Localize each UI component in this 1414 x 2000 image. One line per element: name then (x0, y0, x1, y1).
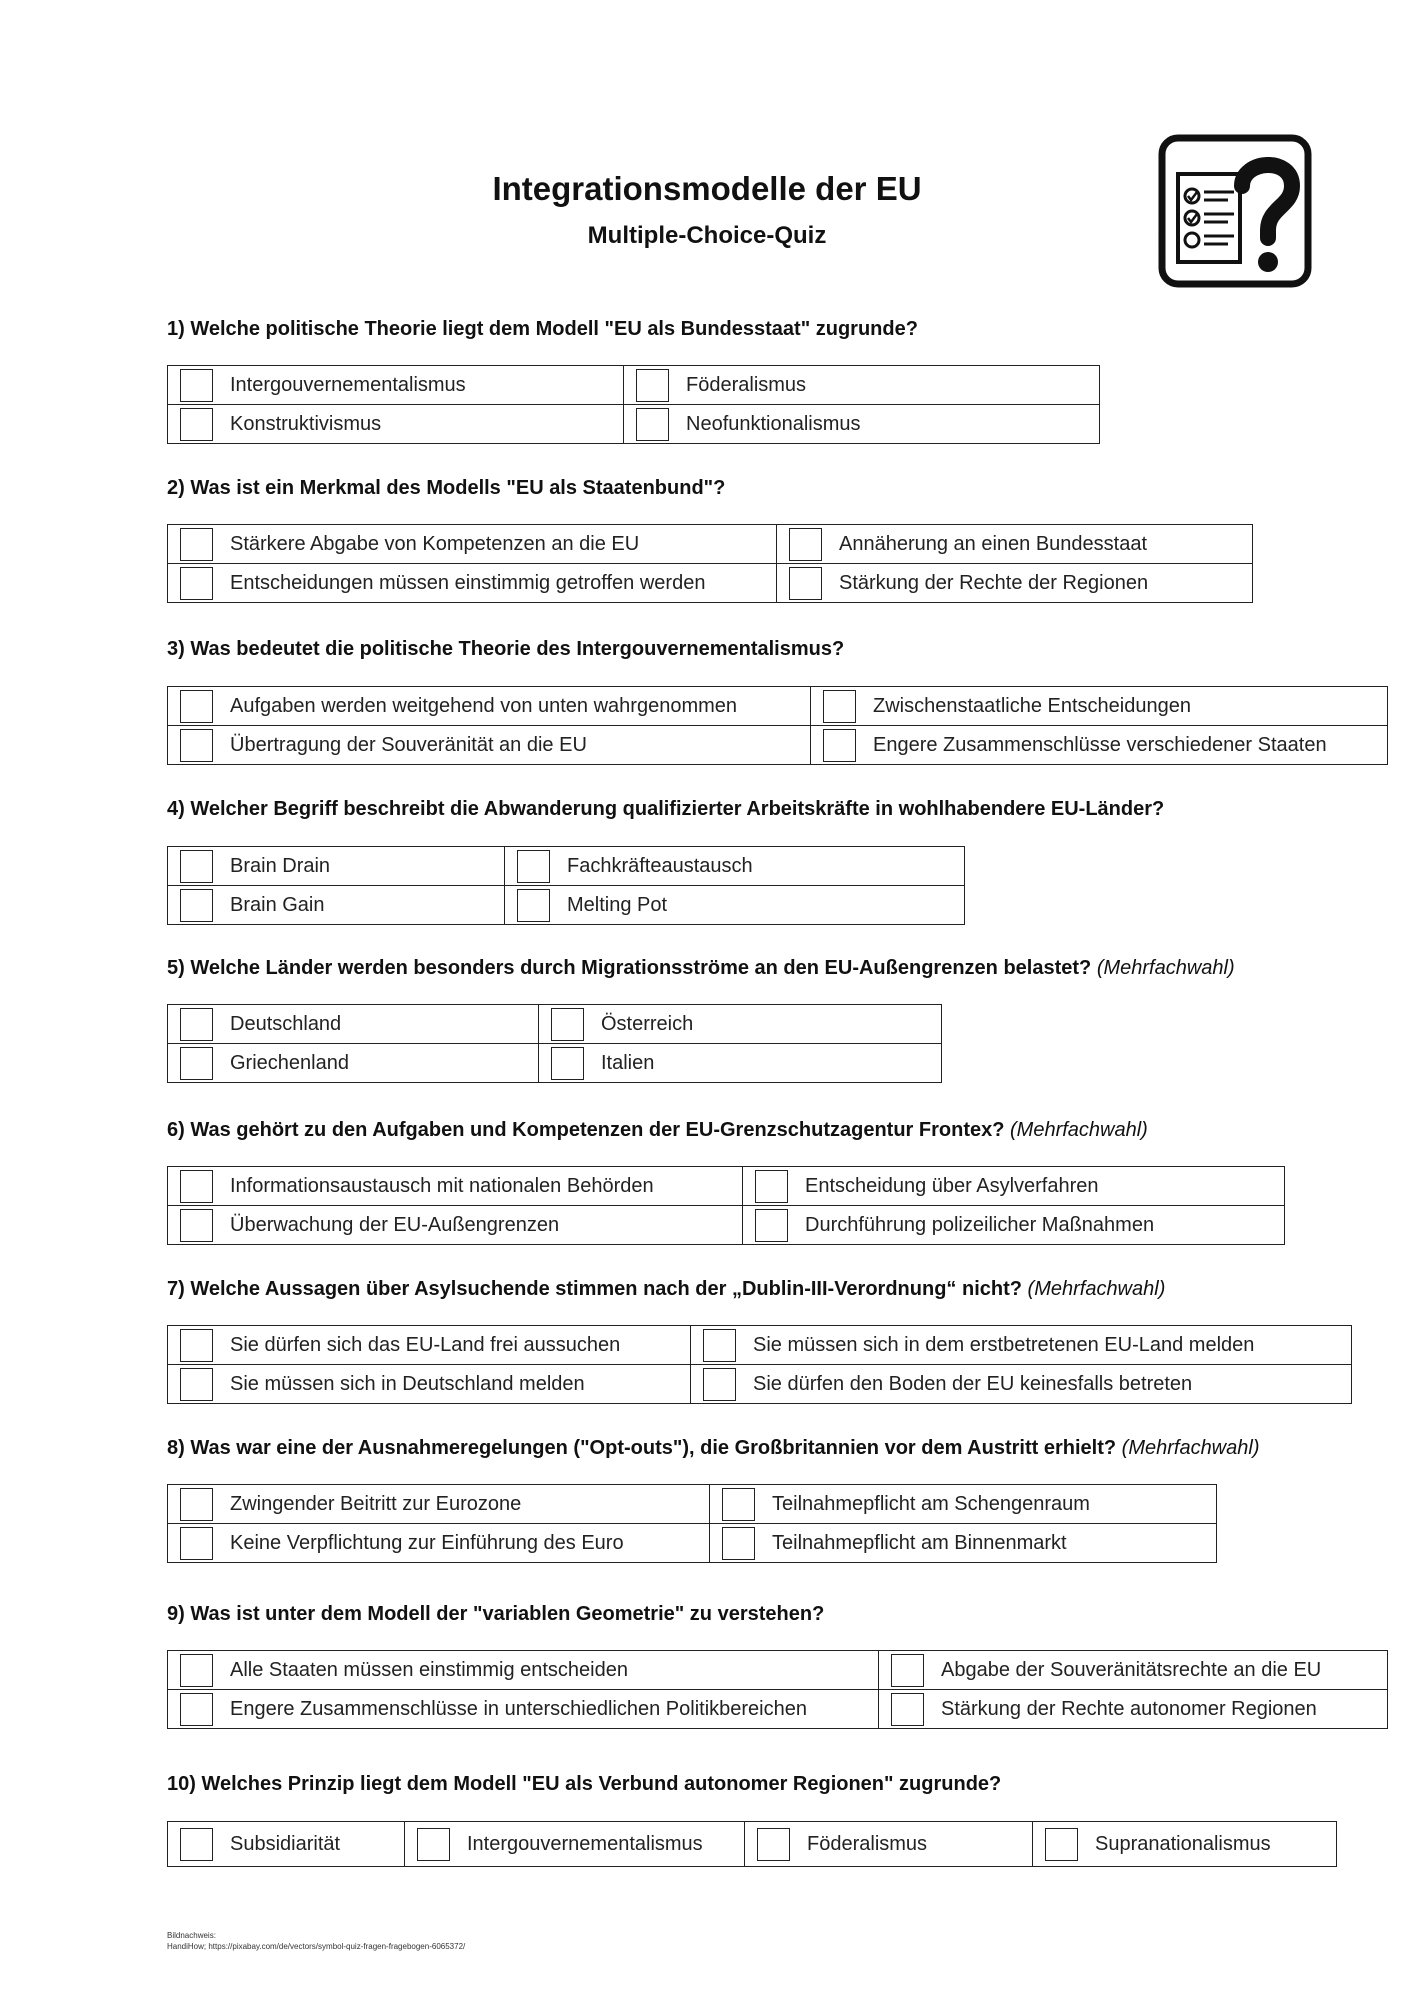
option-label: Melting Pot (567, 893, 668, 916)
question-text: 10) Welches Prinzip liegt dem Modell "EU als Verbund autonomer Regionen" zugrunde? (167, 1773, 1002, 1795)
option-2c[interactable] (168, 564, 776, 602)
option-label: Sie müssen sich in Deutschland melden (230, 1372, 585, 1395)
option-9d[interactable] (878, 1690, 1387, 1728)
option-label: Keine Verpflichtung zur Einführung des Euro (230, 1531, 624, 1554)
option-7b[interactable] (690, 1326, 1351, 1364)
option-label: Alle Staaten müssen einstimmig entscheiden (230, 1658, 628, 1681)
option-label: Zwingender Beitritt zur Eurozone (230, 1492, 522, 1515)
checkbox[interactable] (891, 1654, 924, 1687)
answer-grid-7 (167, 1325, 1352, 1404)
option-label: Neofunktionalismus (686, 412, 861, 435)
question-2 (167, 477, 725, 500)
page-subtitle: Multiple-Choice-Quiz (587, 222, 827, 249)
question-text: 4) Welcher Begriff beschreibt die Abwanderung qualifizierter Arbeitskräfte in wohlhabendere EU-Länder? (167, 798, 1165, 820)
option-8b[interactable] (709, 1485, 1216, 1523)
question-text: 3) Was bedeutet die politische Theorie des Intergouvernementalismus? (167, 638, 845, 660)
option-4b[interactable] (504, 847, 964, 885)
question-8 (167, 1437, 1259, 1460)
checkbox[interactable] (180, 369, 213, 402)
option-3b[interactable] (810, 687, 1387, 725)
option-label: Sie müssen sich in dem erstbetretenen EU-Land melden (753, 1333, 1255, 1356)
option-6a[interactable] (168, 1167, 742, 1205)
option-4d[interactable] (504, 886, 964, 924)
checkbox[interactable] (180, 567, 213, 600)
checkbox[interactable] (180, 1329, 213, 1362)
option-label: Brain Gain (230, 893, 325, 916)
option-label: Föderalismus (807, 1832, 928, 1855)
option-5c[interactable] (168, 1044, 538, 1082)
checkbox[interactable] (180, 1527, 213, 1560)
checkbox[interactable] (755, 1170, 788, 1203)
checkbox[interactable] (551, 1008, 584, 1041)
checkbox[interactable] (789, 567, 822, 600)
checkbox[interactable] (180, 1008, 213, 1041)
checkbox[interactable] (517, 850, 550, 883)
checkbox[interactable] (180, 408, 213, 441)
page-title: Integrationsmodelle der EU (492, 170, 922, 207)
option-4c[interactable] (168, 886, 504, 924)
question-5 (167, 957, 1235, 980)
checkbox[interactable] (551, 1047, 584, 1080)
option-label: Durchführung polizeilicher Maßnahmen (805, 1213, 1155, 1236)
option-2a[interactable] (168, 525, 776, 563)
checkbox[interactable] (722, 1488, 755, 1521)
checkbox[interactable] (180, 850, 213, 883)
answer-grid-9 (167, 1650, 1388, 1729)
checkbox[interactable] (636, 369, 669, 402)
checkbox[interactable] (180, 1488, 213, 1521)
checkbox[interactable] (1045, 1828, 1078, 1861)
option-label: Stärkung der Rechte der Regionen (839, 571, 1149, 594)
answer-grid-3 (167, 686, 1388, 765)
quiz-questionnaire-icon (1158, 134, 1312, 288)
checkbox[interactable] (180, 1654, 213, 1687)
option-label: Supranationalismus (1095, 1832, 1271, 1855)
checkbox[interactable] (417, 1828, 450, 1861)
option-8d[interactable] (709, 1524, 1216, 1562)
question-3 (167, 638, 844, 661)
credit-source: HandiHow; https://pixabay.com/de/vectors/symbol-quiz-fragen-fragebogen-6065372/ (167, 1942, 466, 1951)
answer-grid-10 (167, 1821, 1337, 1867)
option-10b[interactable] (404, 1822, 744, 1866)
option-label: Teilnahmepflicht am Binnenmarkt (772, 1531, 1067, 1554)
option-1b[interactable] (623, 366, 1099, 404)
question-text: 9) Was ist unter dem Modell der "variablen Geometrie" zu verstehen? (167, 1603, 825, 1625)
option-label: Teilnahmepflicht am Schengenraum (772, 1492, 1090, 1515)
option-label: Zwischenstaatliche Entscheidungen (873, 694, 1191, 717)
option-label: Intergouvernementalismus (467, 1832, 703, 1855)
option-label: Italien (601, 1051, 655, 1074)
option-label: Griechenland (230, 1051, 349, 1074)
answer-grid-5 (167, 1004, 942, 1083)
checkbox[interactable] (703, 1329, 736, 1362)
credit-label: Bildnachweis: (167, 1931, 216, 1940)
option-label: Österreich (601, 1012, 694, 1035)
checkbox[interactable] (636, 408, 669, 441)
checkbox[interactable] (180, 1693, 213, 1726)
question-1 (167, 318, 918, 341)
option-6d[interactable] (742, 1206, 1284, 1244)
multiple-choice-note: (Mehrfachwahl) (1096, 957, 1235, 979)
checkbox[interactable] (823, 690, 856, 723)
question-10 (167, 1773, 1001, 1796)
option-6b[interactable] (742, 1167, 1284, 1205)
option-label: Übertragung der Souveränität an die EU (230, 733, 587, 756)
option-label: Abgabe der Souveränitätsrechte an die EU (941, 1658, 1322, 1681)
checkbox[interactable] (755, 1209, 788, 1242)
option-label: Aufgaben werden weitgehend von unten wahrgenommen (230, 694, 738, 717)
multiple-choice-note: (Mehrfachwahl) (1010, 1119, 1148, 1141)
option-label: Konstruktivismus (230, 412, 382, 435)
answer-grid-4 (167, 846, 965, 925)
option-label: Überwachung der EU-Außengrenzen (230, 1213, 560, 1236)
option-5a[interactable] (168, 1005, 538, 1043)
checkbox[interactable] (703, 1368, 736, 1401)
image-credit (167, 1930, 465, 1952)
option-1c[interactable] (168, 405, 623, 443)
option-label: Fachkräfteaustausch (567, 854, 753, 877)
question-text: 5) Welche Länder werden besonders durch Migrationsströme an den EU-Außengrenzen belastet? (167, 957, 1092, 979)
option-3c[interactable] (168, 726, 810, 764)
option-label: Annäherung an einen Bundesstaat (839, 532, 1148, 555)
option-3d[interactable] (810, 726, 1387, 764)
option-label: Informationsaustausch mit nationalen Behörden (230, 1174, 654, 1197)
answer-grid-6 (167, 1166, 1285, 1245)
multiple-choice-note: (Mehrfachwahl) (1121, 1437, 1260, 1459)
question-6 (167, 1119, 1148, 1142)
option-label: Föderalismus (686, 373, 807, 396)
option-9c[interactable] (168, 1690, 878, 1728)
checkbox[interactable] (757, 1828, 790, 1861)
option-2d[interactable] (776, 564, 1252, 602)
option-label: Stärkere Abgabe von Kompetenzen an die EU (230, 532, 640, 555)
option-label: Stärkung der Rechte autonomer Regionen (941, 1697, 1317, 1720)
question-text: 1) Welche politische Theorie liegt dem Modell "EU als Bundesstaat" zugrunde? (167, 318, 918, 340)
option-5b[interactable] (538, 1005, 941, 1043)
checkbox[interactable] (891, 1693, 924, 1726)
question-text: 6) Was gehört zu den Aufgaben und Kompetenzen der EU-Grenzschutzagentur Frontex? (167, 1119, 1005, 1141)
question-text: 8) Was war eine der Ausnahmeregelungen ("Opt-outs"), die Großbritannien vor dem Austritt erhielt? (167, 1437, 1117, 1459)
question-4 (167, 798, 1164, 821)
option-label: Engere Zusammenschlüsse verschiedener Staaten (873, 733, 1327, 756)
option-3a[interactable] (168, 687, 810, 725)
checkbox[interactable] (517, 889, 550, 922)
checkbox[interactable] (180, 889, 213, 922)
multiple-choice-note: (Mehrfachwahl) (1027, 1278, 1166, 1300)
checkbox[interactable] (722, 1527, 755, 1560)
option-1d[interactable] (623, 405, 1099, 443)
answer-grid-1 (167, 365, 1100, 444)
option-label: Subsidiarität (230, 1832, 341, 1855)
option-7c[interactable] (168, 1365, 690, 1403)
option-5d[interactable] (538, 1044, 941, 1082)
question-text: 2) Was ist ein Merkmal des Modells "EU als Staatenbund"? (167, 477, 726, 499)
question-text: 7) Welche Aussagen über Asylsuchende stimmen nach der „Dublin-III-Verordnung“ nicht? (167, 1278, 1022, 1300)
option-10d[interactable] (1032, 1822, 1336, 1866)
option-9b[interactable] (878, 1651, 1387, 1689)
option-label: Sie dürfen sich das EU-Land frei aussuchen (230, 1333, 621, 1356)
checkbox[interactable] (180, 528, 213, 561)
option-8a[interactable] (168, 1485, 709, 1523)
checkbox[interactable] (789, 528, 822, 561)
checkbox[interactable] (180, 729, 213, 762)
option-9a[interactable] (168, 1651, 878, 1689)
question-7 (167, 1278, 1165, 1301)
checkbox[interactable] (823, 729, 856, 762)
option-7d[interactable] (690, 1365, 1351, 1403)
option-8c[interactable] (168, 1524, 709, 1562)
option-label: Deutschland (230, 1012, 342, 1035)
option-label: Sie dürfen den Boden der EU keinesfalls betreten (753, 1372, 1193, 1395)
option-label: Intergouvernementalismus (230, 373, 466, 396)
option-label: Engere Zusammenschlüsse in unterschiedlichen Politikbereichen (230, 1697, 807, 1720)
option-2b[interactable] (776, 525, 1252, 563)
option-10a[interactable] (168, 1822, 404, 1866)
option-1a[interactable] (168, 366, 623, 404)
checkbox[interactable] (180, 1047, 213, 1080)
option-6c[interactable] (168, 1206, 742, 1244)
answer-grid-8 (167, 1484, 1217, 1563)
option-label: Brain Drain (230, 854, 331, 877)
answer-grid-2 (167, 524, 1253, 603)
checkbox[interactable] (180, 690, 213, 723)
option-10c[interactable] (744, 1822, 1032, 1866)
option-7a[interactable] (168, 1326, 690, 1364)
option-4a[interactable] (168, 847, 504, 885)
checkbox[interactable] (180, 1368, 213, 1401)
option-label: Entscheidung über Asylverfahren (805, 1174, 1099, 1197)
option-label: Entscheidungen müssen einstimmig getroffen werden (230, 571, 706, 594)
question-9 (167, 1603, 824, 1626)
checkbox[interactable] (180, 1170, 213, 1203)
checkbox[interactable] (180, 1209, 213, 1242)
checkbox[interactable] (180, 1828, 213, 1861)
